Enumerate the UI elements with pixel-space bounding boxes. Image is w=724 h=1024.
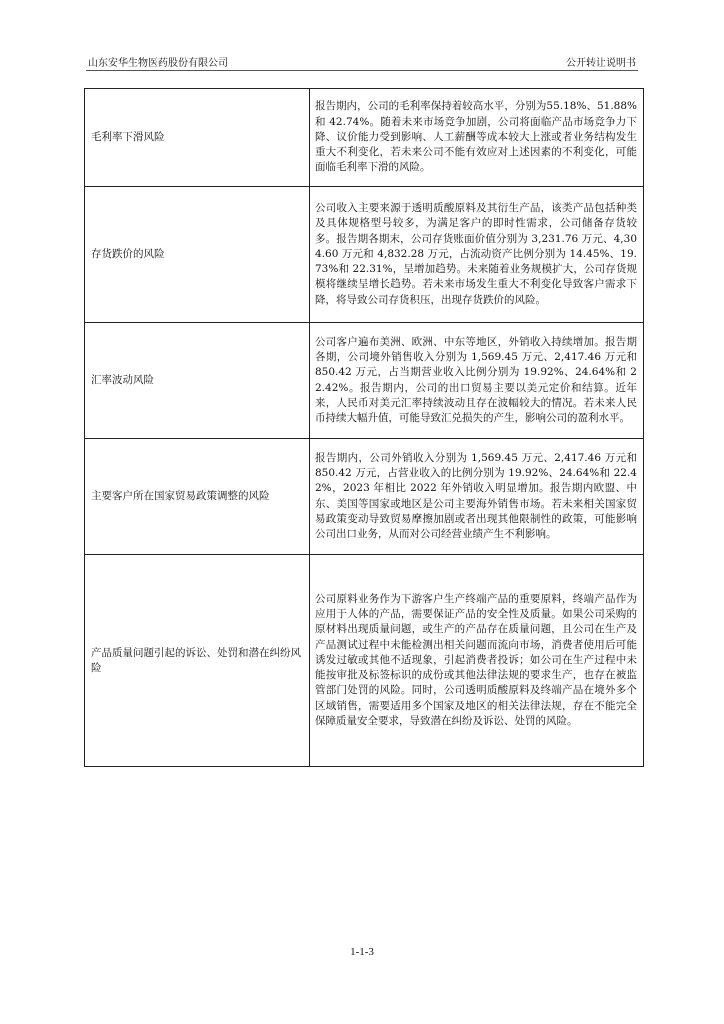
risk-description: 公司原料业务作为下游客户生产终端产品的重要原料，终端产品作为应用于人体的产品，需要保证产品的安全性及质量。如果公司采购的原材料出现质量问题，或生产的产品存在质量问题，且公司在生产及产品测试过程中未能检测出相关问题而流向市场，消费者使用后可能诱发过敏或其他不适现象，引起消费者投诉；如公司在生产过程中未能按审批及标签标识的成份或其他法律法规的要求生产，也存在被监管部门处罚的风险。同时，公司透明质酸原料及终端产品在境外多个区域销售，需要适用多个国家及地区的相关法律法规，存在不能完全保障质量安全要求，导致潜在纠纷及诉讼、处罚的风险。 xyxy=(310,555,644,767)
risk-table xyxy=(84,88,644,767)
risk-name: 毛利率下滑风险 xyxy=(85,89,310,187)
page-header xyxy=(86,50,638,71)
company-name: 山东安华生物医药股份有限公司 xyxy=(88,58,228,69)
risk-name: 存货跌价的风险 xyxy=(85,187,310,323)
page-number: 1-1-3 xyxy=(350,946,374,958)
risk-name: 主要客户所在国家贸易政策调整的风险 xyxy=(85,439,310,555)
table-row xyxy=(85,89,644,187)
risk-description: 报告期内，公司的毛利率保持着较高水平，分别为55.18%、51.88%和 42.74%。随着未来市场竞争加剧，公司将面临产品市场竞争力下降、议价能力受到影响、人工薪酬等成本较大上涨或者业务结构发生重大不利变化，若未来公司不能有效应对上述因素的不利变化，可能面临毛利率下滑的风险。 xyxy=(310,89,644,187)
table-row xyxy=(85,323,644,439)
risk-description: 公司收入主要来源于透明质酸原料及其衍生产品，该类产品包括种类及具体规格型号较多，为满足客户的即时性需求，公司储备存货较多。报告期各期末，公司存货账面价值分别为 3,231.76 万元、4,304.60 万元和 4,832.28 万元，占流动资产比例分别为 14.45%、19.73%和 22.31%，呈增加趋势。未来随着业务规模扩大，公司存货规模将继续呈增长趋势。若未来市场发生重大不利变化导致客户需求下降，将导致公司存货积压，出现存货跌价的风险。 xyxy=(310,187,644,323)
table-row xyxy=(85,555,644,767)
risk-description: 报告期内，公司外销收入分别为 1,569.45 万元、2,417.46 万元和 850.42 万元，占营业收入的比例分别为 19.92%、24.64%和 22.42%，2023 年相比 2022 年外销收入明显增加。报告期内欧盟、中东、美国等国家或地区是公司主要海外销售市场。若未来相关国家贸易政策变动导致贸易摩擦加剧或者出现其他限制性的政策，可能影响公司出口业务，从而对公司经营业绩产生不利影响。 xyxy=(310,439,644,555)
risk-description: 公司客户遍布美洲、欧洲、中东等地区，外销收入持续增加。报告期各期，公司境外销售收入分别为 1,569.45 万元、2,417.46 万元和 850.42 万元，占当期营业收入比例分别为 19.92%、24.64%和 22.42%。报告期内，公司的出口贸易主要以美元定价和结算。近年来，人民币对美元汇率持续波动且存在波幅较大的情况。若未来人民币持续大幅升值，可能导致汇兑损失的产生，影响公司的盈利水平。 xyxy=(310,323,644,439)
risk-name: 产品质量问题引起的诉讼、处罚和潜在纠纷风险 xyxy=(85,555,310,767)
table-row xyxy=(85,187,644,323)
risk-name: 汇率波动风险 xyxy=(85,323,310,439)
table-row xyxy=(85,439,644,555)
document-title: 公开转让说明书 xyxy=(566,58,636,69)
